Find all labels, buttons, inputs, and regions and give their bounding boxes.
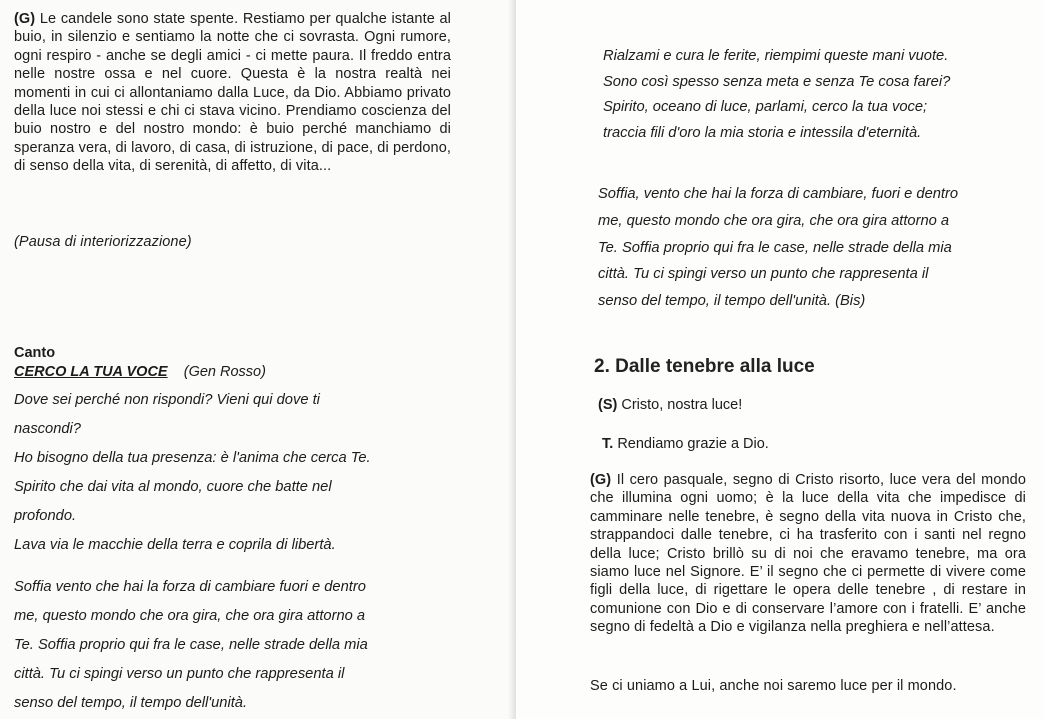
- speaker-tag-g: (G): [14, 11, 36, 27]
- song-author: (Gen Rosso): [183, 364, 266, 380]
- intro-paragraph: [14, 10, 451, 176]
- chorus-line: me, questo mondo che ora gira, che ora gira attorno a: [598, 212, 950, 229]
- verse-line: traccia fili d'oro la mia storia e intessila d'eternità.: [603, 124, 922, 141]
- song-title: CERCO LA TUA VOCE: [14, 364, 168, 380]
- chorus-line: me, questo mondo che ora gira, che ora gira attorno a: [14, 607, 366, 624]
- t-line: [602, 436, 769, 452]
- verse-line: nascondi?: [14, 420, 81, 437]
- chorus-line: città. Tu ci spingi verso un punto che rappresenta il: [14, 665, 345, 682]
- chorus-line: città. Tu ci spingi verso un punto che rappresenta il: [598, 266, 929, 283]
- chorus-line: Soffia, vento che hai la forza di cambiare, fuori e dentro: [598, 186, 959, 202]
- song-heading: [14, 364, 266, 380]
- chorus-line: Te. Soffia proprio qui fra le case, nelle strade della mia: [598, 239, 952, 256]
- song-verse-1: [14, 386, 371, 559]
- g-paragraph-text: Il cero pasquale, segno di Cristo risorto, luce vera del mondo che illumina ogni uomo; è la luce della vita che impedisce di camminare nelle tenebre, è segno della vita nuova in Cristo che, strappandoci dalle tenebre, ci ha trasferito con i santi nel regno della luce; Cristo brillò su di noi che eravamo tenebre, ma ora siamo luce nel Signore. E’ il segno che ci permette di vivere come figli della luce, di rigettare le opera delle tenebre , di restare in comunione con Dio e di conservare l’amore con i fratelli. E’ anche segno di fedeltà a Dio e vigilanza nella preghiera e nell’attesa.: [590, 472, 1026, 636]
- chorus-line: senso del tempo, il tempo dell'unità.: [14, 694, 248, 711]
- left-page: [0, 0, 516, 719]
- chorus-line: Te. Soffia proprio qui fra le case, nelle strade della mia: [14, 636, 368, 653]
- pause-note: (Pausa di interiorizzazione): [14, 234, 192, 250]
- speaker-tag-g: (G): [590, 472, 612, 488]
- verse-line: Lava via le macchie della terra e coprila di libertà.: [14, 536, 336, 553]
- verse-line: Ho bisogno della tua presenza: è l'anima che cerca Te.: [14, 449, 371, 466]
- s-line: [598, 397, 742, 413]
- speaker-tag-t: T.: [602, 436, 614, 452]
- closing-text: Se ci uniamo a Lui, anche noi saremo luce per il mondo.: [590, 678, 957, 694]
- song-chorus-2: [598, 181, 958, 315]
- speaker-tag-s: (S): [598, 397, 618, 413]
- song-verse-2: [603, 44, 950, 146]
- verse-line: Rialzami e cura le ferite, riempimi queste mani vuote.: [603, 48, 949, 64]
- verse-line: Sono così spesso senza meta e senza Te cosa farei?: [603, 73, 951, 90]
- chorus-line: senso del tempo, il tempo dell'unità. (Bis): [598, 293, 866, 310]
- verse-line: Spirito, oceano di luce, parlami, cerco la tua voce;: [603, 99, 928, 116]
- t-line-text: Rendiamo grazie a Dio.: [617, 436, 769, 452]
- verse-line: Dove sei perché non rispondi? Vieni qui dove ti: [14, 392, 320, 408]
- s-line-text: Cristo, nostra luce!: [621, 397, 743, 413]
- song-chorus: [14, 573, 368, 718]
- g-paragraph: [590, 471, 1026, 637]
- verse-line: profondo.: [14, 507, 77, 524]
- verse-line: Spirito che dai vita al mondo, cuore che batte nel: [14, 478, 332, 495]
- intro-text: Le candele sono state spente. Restiamo per qualche istante al buio, in silenzio e sentiamo la notte che ci sovrasta. Ogni rumore, ogni respiro - anche se degli amici - ci mette paura. Il freddo entra nelle nostre ossa e nel cuore. Questa è la nostra realtà nei momenti in cui ci allontaniamo dalla Luce, da Dio. Abbiamo privato della luce noi stessi e chi ci stava vicino. Prendiamo coscienza del buio nostro e del nostro mondo: è buio perché manchiamo di speranza vera, di lavoro, di casa, di istruzione, di pace, di perdono, di senso della vita, di serenità, di affetto, di vita...: [14, 11, 451, 175]
- section-title: 2. Dalle tenebre alla luce: [594, 356, 815, 377]
- chorus-line: Soffia vento che hai la forza di cambiare fuori e dentro: [14, 579, 366, 595]
- canto-label: Canto: [14, 345, 56, 361]
